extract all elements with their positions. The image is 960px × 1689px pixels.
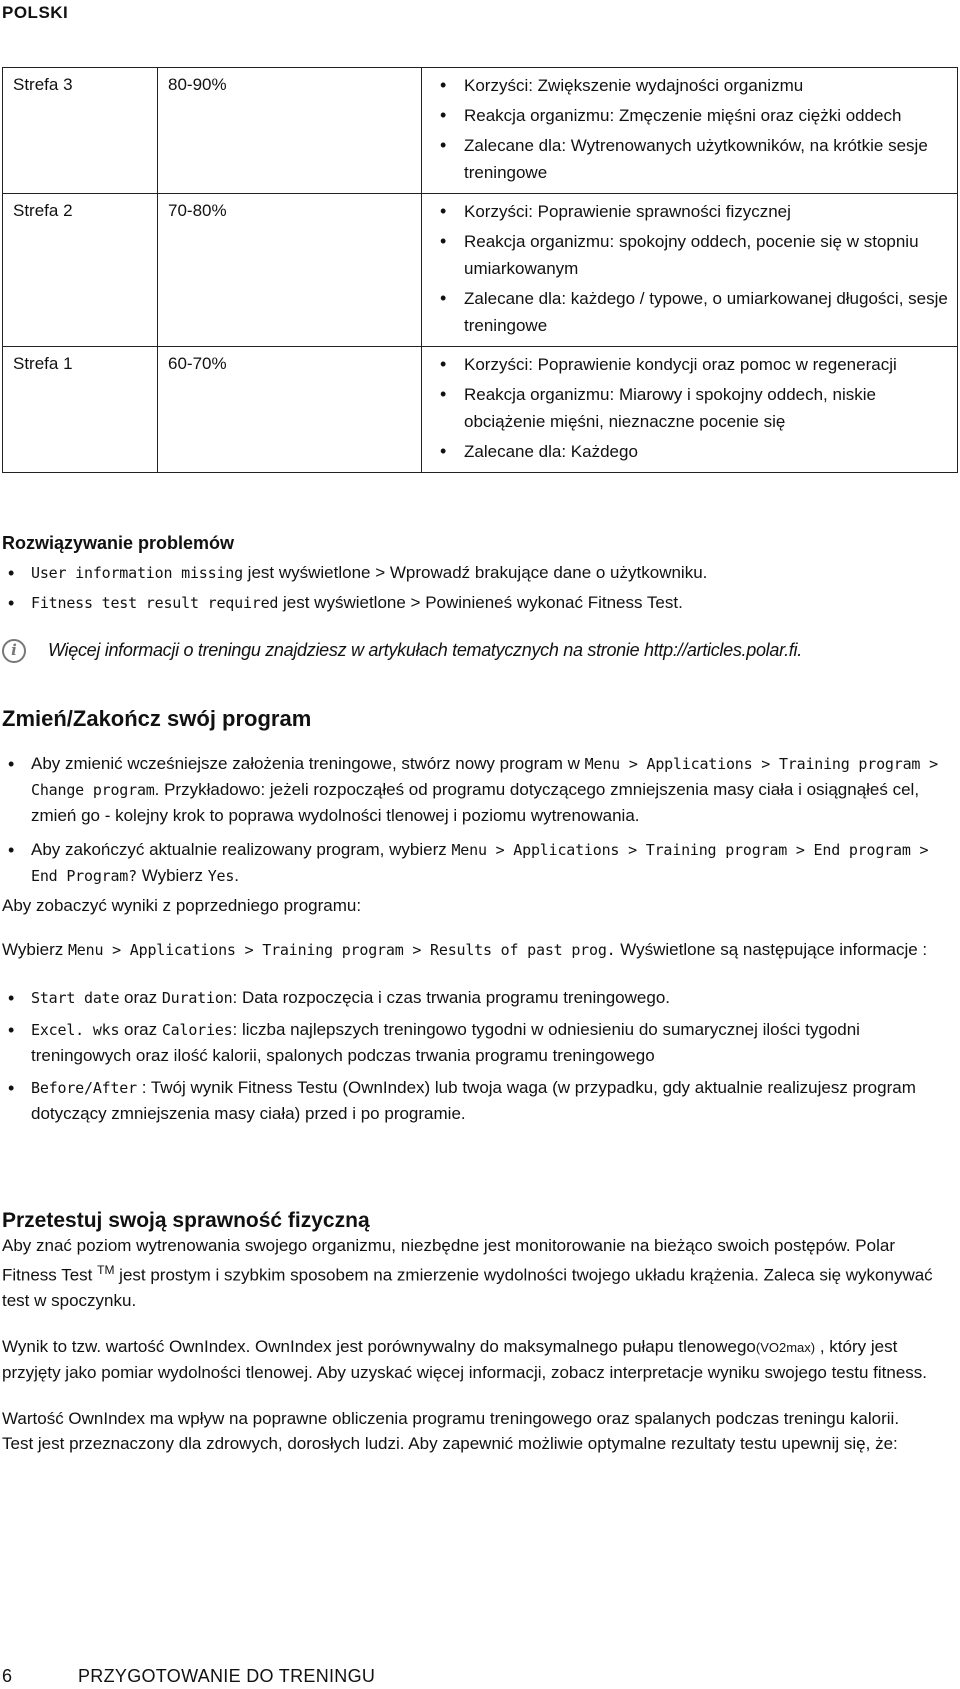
menu-path: Menu > Applications > Training program > End program > End Program? — [31, 841, 929, 885]
trademark: TM — [97, 1263, 115, 1277]
list-item-text: oraz — [119, 1020, 162, 1039]
paragraph-text: Aby znać poziom wytrenowania swojego organizmu, niezbędne jest monitorowanie na bieżąco swoich postępów. Polar Fitness Test — [2, 1236, 895, 1285]
info-note — [2, 638, 802, 663]
paragraph: Test jest przeznaczony dla zdrowych, dorosłych ludzi. Aby zapewnić możliwie optymalne rezultaty testu upewnij się, że: — [2, 1433, 898, 1453]
menu-path: Menu > Applications > Training program > Change program — [31, 755, 938, 799]
list-item — [2, 837, 950, 889]
zone-detail-item: • Reakcja organizmu: Miarowy i spokojny oddech, niskie obciążenie mięśni, nieznaczne pocenie się — [432, 381, 949, 435]
menu-path: Menu > Applications > Training program > Results of past prog. — [67, 941, 616, 959]
list-item-text: : Data rozpoczęcia i czas trwania programu treningowego. — [232, 988, 670, 1007]
paragraph-text: , który jest przyjęty jako pomiar wydolności tlenowej. Aby uzyskać więcej informacji, zobacz interpretacje wyniku swojego testu fitness. — [2, 1336, 928, 1382]
list-item — [2, 985, 950, 1011]
paragraph-text: Wyświetlone są następujące informacje : — [615, 940, 928, 959]
change-program-heading: Zmień/Zakończ swój program — [2, 706, 312, 731]
list-item-text: : Twój wynik Fitness Testu (OwnIndex) lub twoja waga (w przypadku, gdy aktualnie realizujesz program dotyczący zmniejszenia masy ciała) przed i po programie. — [31, 1078, 916, 1123]
zone-detail-item: • Zalecane dla: Każdego — [432, 438, 949, 465]
list-item-text: Aby zakończyć aktualnie realizowany program, wybierz — [31, 840, 452, 859]
paragraph — [2, 1334, 950, 1385]
fitness-test-section — [2, 1208, 950, 1456]
zone-row — [3, 194, 958, 347]
list-item-text: jest wyświetlone > Wprowadź brakujące dane o użytkowniku. — [242, 563, 708, 582]
list-item-text: . — [234, 866, 239, 885]
paragraph-text: jest prostym i szybkim sposobem na zmierzenie wydolności twojego układu krążenia. Zaleca się wykonywać test w spoczynku. — [2, 1265, 933, 1310]
display-message: Fitness test result required — [31, 594, 279, 612]
list-item-text: Aby zmienić wcześniejsze założenia treningowe, stwórz nowy program w — [31, 754, 585, 773]
display-field: Before/After — [31, 1079, 137, 1097]
list-item-text: . Przykładowo: jeżeli rozpocząłeś od programu dotyczącego zmniejszenia masy ciała i osiągnąłeś cel, zmień go - kolejny krok to poprawa wydolności tlenowej i poziomu wytrenowania. — [31, 780, 920, 825]
list-item-text: oraz — [119, 988, 162, 1007]
list-item-text: jest wyświetlone > Powinieneś wykonać Fitness Test. — [278, 593, 683, 612]
troubleshooting-section — [2, 531, 950, 618]
zone-detail-item: • Zalecane dla: każdego / typowe, o umiarkowanej długości, sesje treningowe — [432, 285, 949, 339]
chapter-title: PRZYGOTOWANIE DO TRENINGU — [78, 1666, 376, 1686]
list-item — [2, 588, 950, 618]
paragraph: Aby zobaczyć wyniki z poprzedniego programu: — [2, 896, 362, 915]
zone-row — [3, 347, 958, 473]
paragraph-text: Wybierz — [2, 940, 68, 959]
list-item — [2, 1017, 950, 1069]
vo2max-label: (VO2max) — [755, 1339, 816, 1355]
zone-detail-item: • Zalecane dla: Wytrenowanych użytkowników, na krótkie sesje treningowe — [432, 132, 949, 186]
zone-detail-item: • Korzyści: Zwiększenie wydajności organizmu — [432, 72, 949, 99]
paragraph: Wartość OwnIndex ma wpływ na poprawne obliczenia programu treningowego oraz spalanych podczas treningu kalorii. — [2, 1408, 900, 1428]
info-icon: i — [2, 639, 26, 663]
zone-range: 60-70% — [158, 347, 422, 473]
zone-details — [422, 347, 958, 473]
change-program-section — [2, 706, 950, 1127]
zone-range: 80-90% — [158, 68, 422, 194]
display-field: Start date — [31, 989, 120, 1007]
menu-option: Yes — [207, 867, 235, 885]
zone-detail-item: • Korzyści: Poprawienie kondycji oraz pomoc w regeneracji — [432, 351, 949, 378]
zone-name: Strefa 2 — [3, 194, 158, 347]
list-item-text: : liczba najlepszych treningowo tygodni w odniesieniu do sumarycznej ilości tygodni treningowych oraz ilość kalorii, spalonych podczas trwania programu treningowego — [31, 1020, 860, 1065]
fitness-test-heading: Przetestuj swoją sprawność fizyczną — [2, 1209, 370, 1232]
zone-row — [3, 68, 958, 194]
page-number: 6 — [2, 1666, 13, 1686]
paragraph-text: Wynik to tzw. wartość OwnIndex. OwnIndex jest porównywalny do maksymalnego pułapu tlenowego — [2, 1336, 756, 1356]
zone-details — [422, 68, 958, 194]
paragraph — [2, 937, 950, 963]
zone-detail-item: • Reakcja organizmu: spokojny oddech, pocenie się w stopniu umiarkowanym — [432, 228, 949, 282]
paragraph — [2, 1233, 950, 1313]
display-field: Duration — [161, 989, 233, 1007]
display-field: Calories — [161, 1021, 233, 1039]
list-item — [2, 1075, 950, 1127]
zone-detail-item: • Korzyści: Poprawienie sprawności fizycznej — [432, 198, 949, 225]
list-item — [2, 558, 950, 588]
zone-name: Strefa 3 — [3, 68, 158, 194]
zone-details — [422, 194, 958, 347]
list-item-text: Wybierz — [136, 866, 208, 885]
display-field: Excel. wks — [31, 1021, 120, 1039]
heart-rate-zones-table — [2, 67, 958, 473]
info-note-text: Więcej informacji o treningu znajdziesz w artykułach tematycznych na stronie http://articles.polar.fi. — [48, 640, 802, 660]
section-language-label: POLSKI — [2, 3, 69, 22]
zone-name: Strefa 1 — [3, 347, 158, 473]
display-message: User information missing — [31, 564, 243, 582]
zone-range: 70-80% — [158, 194, 422, 347]
list-item — [2, 751, 950, 829]
zone-detail-item: • Reakcja organizmu: Zmęczenie mięśni oraz ciężki oddech — [432, 102, 949, 129]
troubleshooting-heading: Rozwiązywanie problemów — [2, 533, 235, 553]
